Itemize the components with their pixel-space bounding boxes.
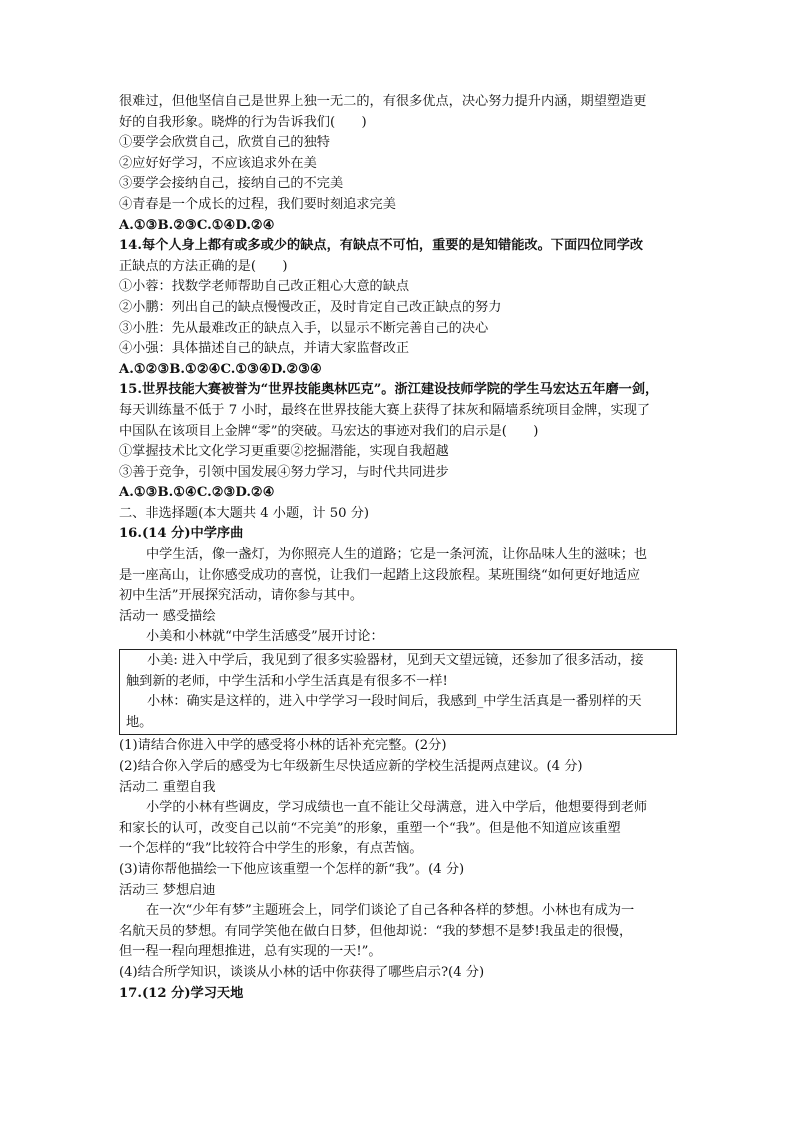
dialogue-box (119, 649, 677, 735)
q14-statement-4: ④小强：具体描述自己的缺点，并请大家监督改正 (119, 341, 410, 357)
q13-statement-4: ④青春是一个成长的过程，我们要时刻追求完美 (119, 196, 396, 212)
q16-sub-question-1: (1)请结合你进入中学的感受将小林的话补充完整。(2分) (119, 738, 447, 754)
activity-3-heading: 活动三 梦想启迪 (119, 882, 216, 898)
q15-stem-line3: 中国队在该项目上金牌“零”的突破。马宏达的事迹对我们的启示是( ) (119, 423, 539, 439)
q15-stem-line2: 每天训练量不低于 7 小时，最终在世界技能大赛上获得了抹灰和隔墙系统项目金牌，实现了 (119, 402, 651, 418)
dialogue-xiaomei-line2: 触到新的老师，中学生活和小学生活真是有很多不一样! (126, 673, 448, 689)
q13-stem-line1: 很难过，但他坚信自己是世界上独一无二的，有很多优点，决心努力提升内涵，期望塑造更 (119, 94, 647, 109)
q16-title: 16.(14 分)中学序曲 (119, 526, 244, 542)
q14-statement-3: ③小胜：先从最难改正的缺点入手，以显示不断完善自己的决心 (119, 320, 489, 336)
activity-1-heading: 活动一 感受描绘 (119, 608, 216, 624)
exam-page (119, 92, 677, 1004)
q13-statement-2: ②应好好学习，不应该追求外在美 (119, 155, 317, 171)
activity-2-line1: 小学的小林有些调皮，学习成绩也一直不能让父母满意，进入中学后，他想要得到老师 (146, 800, 648, 816)
activity-1-intro: 小美和小林就“中学生活感受”展开讨论： (146, 629, 384, 645)
q17-title: 17.(12 分)学习天地 (119, 985, 244, 1001)
q16-sub-question-3: (3)请你帮他描绘一下他应该重塑一个怎样的新“我”。(4 分) (119, 861, 465, 877)
q14-options: A.①②③B.①②④C.①③④D.②③④ (119, 361, 322, 377)
q15-options: A.①③B.①④C.②③D.②④ (119, 485, 275, 501)
q16-sub-question-2: (2)结合你入学后的感受为七年级新生尽快适应新的学校生活提两点建议。(4 分) (119, 759, 583, 774)
activity-2-line3: 一个怎样的“我”比较符合中学生的形象，有点苦恼。 (119, 841, 423, 857)
dialogue-xiaolin-line2: 地。 (126, 714, 153, 730)
activity-2-heading: 活动二 重塑自我 (119, 779, 216, 795)
q15-stem-line1: 15.世界技能大赛被誉为“世界技能奥林匹克”。浙江建设技师学院的学生马宏达五年磨一剑， (119, 382, 659, 398)
q14-stem-line1: 14.每个人身上都有或多或少的缺点，有缺点不可怕，重要的是知错能改。下面四位同学改 (119, 238, 644, 254)
q16-intro-line3: 初中生活”开展探究活动，请你参与其中。 (119, 588, 364, 604)
q16-sub-question-4: (4)结合所学知识，谈谈从小林的话中你获得了哪些启示?(4 分) (119, 964, 485, 980)
activity-3-line1: 在一次“少年有梦”主题班会上，同学们谈论了自己各种各样的梦想。小林也有成为一 (146, 903, 635, 919)
activity-2-line2: 和家长的认可，改变自己以前“不完美”的形象，重塑一个“我”。但是他不知道应该重塑 (119, 820, 621, 836)
q13-statement-3: ③要学会接纳自己，接纳自己的不完美 (119, 176, 344, 192)
dialogue-xiaolin-line1: 小林：确实是这样的，进入中学学习一段时间后，我感到_中学生活真是一番别样的天 (147, 694, 642, 710)
q16-intro-line1: 中学生活，像一盏灯，为你照亮人生的道路；它是一条河流，让你品味人生的滋味；也 (146, 547, 648, 563)
q13-options: A.①③B.②③C.①④D.②④ (119, 217, 275, 233)
activity-3-line2: 名航天员的梦想。有同学笑他在做白日梦，但他却说：“我的梦想不是梦!我虽走的很慢， (119, 923, 633, 939)
q16-intro-line2: 是一座高山，让你感受成功的喜悦，让我们一起踏上这段旅程。某班围绕“如何更好地适应 (119, 567, 641, 583)
q13-statement-1: ①要学会欣赏自己，欣赏自己的独特 (119, 135, 330, 151)
activity-3-line3: 但一程一程向理想推进，总有实现的一天!”。 (119, 944, 382, 960)
q15-statement-1: ①掌握技术比文化学习更重要②挖掘潜能，实现自我超越 (119, 444, 449, 460)
q13-stem-line2: 好的自我形象。晓烨的行为告诉我们( ) (119, 114, 367, 130)
q14-statement-2: ②小鹏：列出自己的缺点慢慢改正，及时肯定自己改正缺点的努力 (119, 299, 502, 315)
q14-stem-line2: 正缺点的方法正确的是( ) (119, 258, 288, 274)
q15-statement-2: ③善于竞争，引领中国发展④努力学习，与时代共同进步 (119, 464, 449, 480)
q14-statement-1: ①小蓉：找数学老师帮助自己改正粗心大意的缺点 (119, 279, 410, 295)
dialogue-xiaomei-line1: 小美: 进入中学后，我见到了很多实验器材，见到天文望远镜，还参加了很多活动，接 (147, 653, 644, 669)
section-heading: 二、非选择题(本大题共 4 小题，计 50 分) (119, 505, 370, 521)
